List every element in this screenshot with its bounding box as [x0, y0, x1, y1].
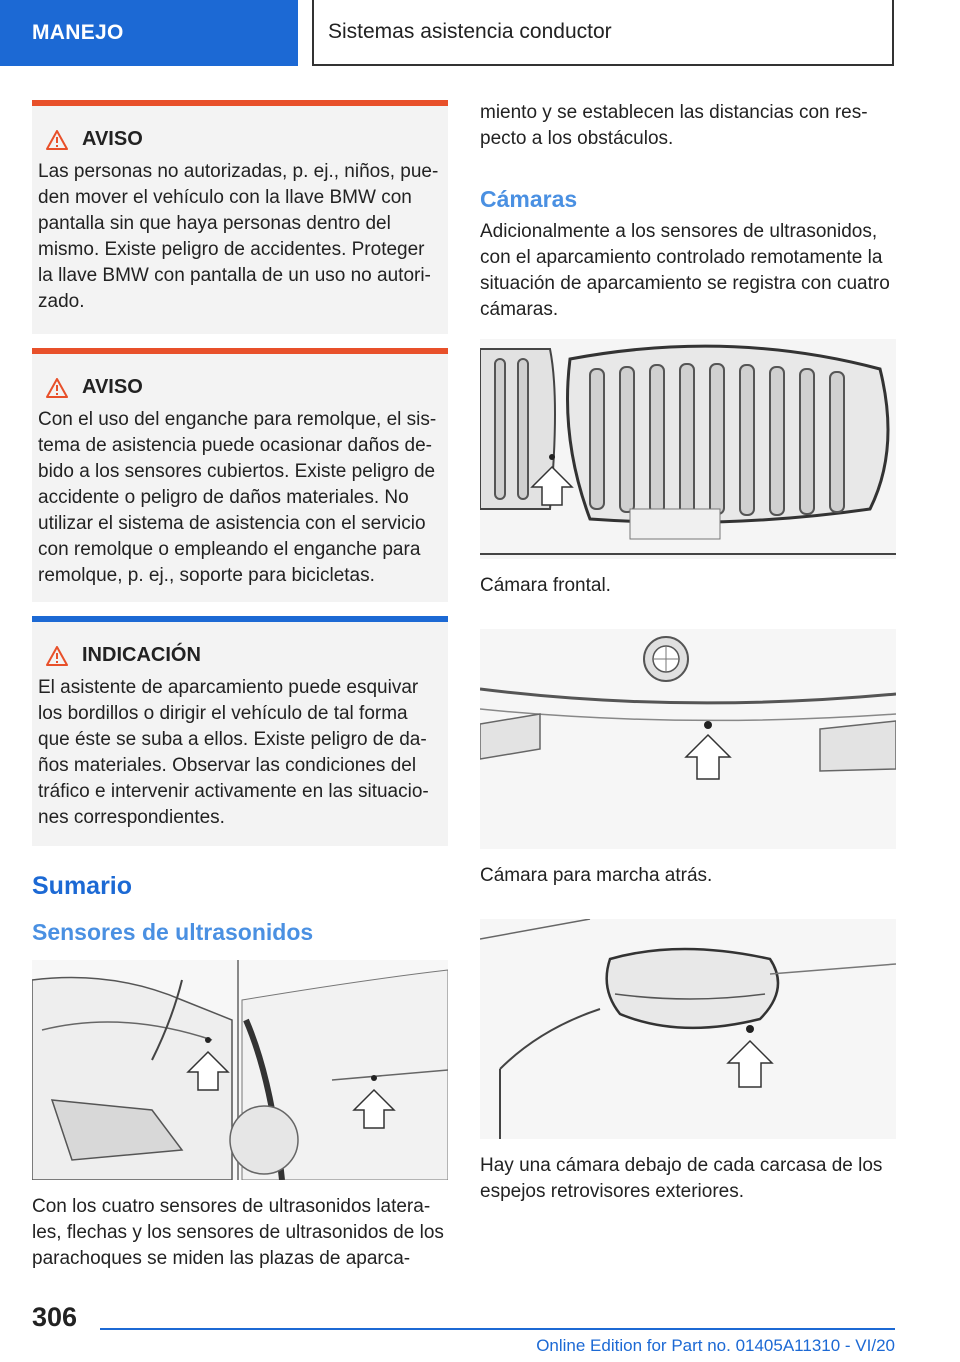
ultrasonic-sensors-figure: [32, 960, 448, 1180]
subsection-title-camaras: Cámaras: [480, 186, 578, 212]
caption-front-camera: Cámara frontal.: [480, 575, 611, 596]
notice-title: INDICACIÓN: [82, 644, 201, 666]
footer-divider: [100, 1328, 895, 1330]
mirror-camera-figure: [480, 919, 896, 1139]
caption-mirror-camera: Hay una cámara debajo de cada carcasa de los espejos retrovisores exteriores.: [480, 1155, 883, 1202]
header-section: [0, 0, 298, 66]
continuation-text: miento y se establecen las distancias con res-pecto a los obstáculos.: [480, 102, 868, 149]
warning-notice-2: [32, 348, 448, 602]
notice-text: Las personas no autorizadas, p. ej., niños, pue-den mover el vehículo con la llave BMW con pantalla sin que haya personas dentro del mismo. Existe peligro de accidentes. Proteger la llave BMW con pantalla de un uso no autori-zado.: [38, 161, 439, 312]
rear-trunk-illustration: [480, 629, 896, 849]
notice-title: AVISO: [82, 376, 143, 398]
ultrasonic-sensors-illustration: [32, 960, 448, 1180]
subsection-title-sensores: Sensores de ultrasonidos: [32, 919, 314, 945]
notice-text: El asistente de aparcamiento puede esquivar los bordillos o dirigir el vehículo de tal forma que éste se suba a ellos. Existe peligro de da-ños materiales. Observar las condiciones del tráfico e intervenir activamente en las situacio-nes correspondientes.: [38, 677, 429, 828]
notice-text: Con el uso del enganche para remolque, el sis-tema de asistencia puede ocasionar daños de-bido a los sensores cubiertos. Existe peligro de accidente o peligro de daños materiales. No utilizar el sistema de asistencia con el servicio con remolque o empleando el enganche para remolque, p. ej., soporte para bicicletas.: [38, 409, 437, 586]
warning-triangle-icon: [46, 378, 68, 398]
footer-edition: Online Edition for Part no. 01405A11310 - VI/20: [536, 1336, 895, 1355]
warning-triangle-icon: [46, 130, 68, 150]
rear-camera-figure: [480, 629, 896, 849]
warning-notice-1: [32, 100, 448, 334]
left-column: [32, 100, 448, 1272]
page-number: 306: [32, 1302, 78, 1332]
notice-heading: [46, 128, 442, 151]
header-section-label: MANEJO: [32, 21, 124, 44]
info-notice: [32, 616, 448, 846]
sumario-text: Con los cuatro sensores de ultrasonidos latera-les, flechas y los sensores de ultrasonidos de los parachoques se miden las plazas de aparca-: [32, 1196, 444, 1269]
caption-rear-camera: Cámara para marcha atrás.: [480, 865, 713, 886]
notice-heading: [46, 376, 442, 399]
side-mirror-illustration: [480, 919, 896, 1139]
notice-heading: [46, 644, 442, 667]
camaras-text: Adicionalmente a los sensores de ultrasonidos, con el aparcamiento controlado remotamente la situación de aparcamiento se registra con cuatro cámaras.: [480, 221, 890, 320]
header-chapter-label: Sistemas asistencia conductor: [328, 20, 612, 43]
front-grille-illustration: [480, 339, 896, 559]
header-chapter: [312, 0, 894, 66]
front-camera-figure: [480, 339, 896, 559]
right-column: [480, 100, 896, 1235]
section-title-sumario: Sumario: [32, 872, 133, 900]
notice-title: AVISO: [82, 128, 143, 150]
warning-triangle-icon: [46, 646, 68, 666]
